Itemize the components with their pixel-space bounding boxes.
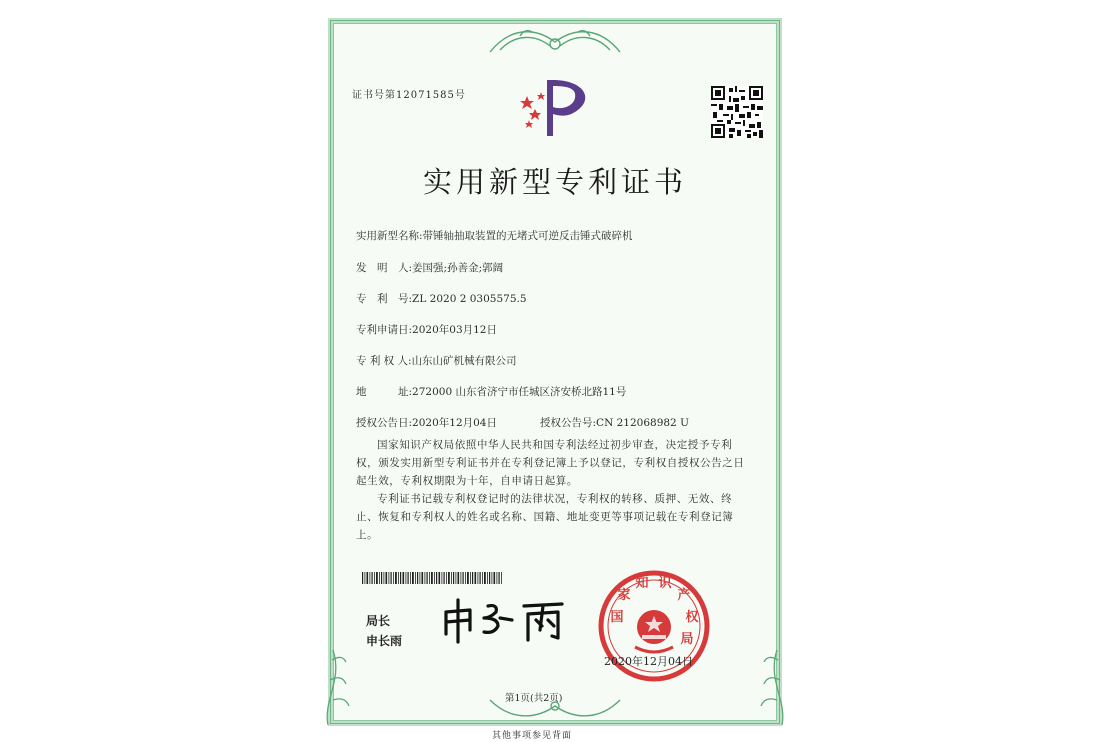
field-utility-model-name	[356, 228, 633, 243]
corner-ornament-right	[742, 640, 792, 730]
field-address	[356, 384, 626, 399]
svg-text:知: 知	[635, 576, 649, 591]
field-inventor	[356, 260, 503, 275]
qr-code	[711, 86, 763, 138]
field-grant-date	[356, 415, 497, 430]
director-name: 申长雨	[366, 634, 403, 648]
svg-text:识: 识	[658, 576, 672, 591]
svg-text:产: 产	[677, 588, 691, 603]
statement-paragraph-2: 专利证书记载专利权登记时的法律状况，专利权的转移、质押、无效、终止、恢复和专利权人的姓名或名称、国籍、地址变更等事项记载在专利登记簿上。	[356, 493, 734, 541]
field-label: 授权公告号:	[540, 417, 597, 429]
field-label: 专 利 号:	[356, 293, 413, 305]
field-value: 2020年03月12日	[412, 324, 497, 336]
svg-text:局: 局	[680, 632, 694, 647]
director-title: 局长	[366, 614, 391, 628]
field-application-date	[356, 322, 497, 337]
top-ornament	[480, 22, 630, 60]
statement-paragraph-1: 国家知识产权局依照中华人民共和国专利法经过初步审查，决定授予专利权，颁发实用新型专利证书并在专利登记簿上予以登记，专利权自授权公告之日起生效，专利权期限为十年，自申请日起算。	[356, 439, 745, 487]
field-value: 山东山矿机械有限公司	[411, 355, 517, 367]
svg-text:家: 家	[617, 588, 631, 603]
field-value: CN 212068982 U	[596, 417, 689, 429]
barcode	[362, 572, 502, 584]
footer-note: 其他事项参见背面	[492, 731, 573, 741]
field-patent-holder	[356, 353, 517, 368]
certificate-number: 证书号第12071585号	[352, 90, 466, 101]
field-label: 授权公告日:	[356, 417, 413, 429]
field-value: 2020年12月04日	[412, 417, 497, 429]
field-label: 地 址:	[356, 386, 413, 398]
field-value: 272000 山东省济宁市任城区济安桥北路11号	[412, 386, 627, 398]
director-signature	[440, 596, 570, 644]
page-indicator: 第1页(共2页)	[505, 693, 563, 704]
patent-office-logo	[515, 74, 597, 140]
svg-text:权: 权	[685, 610, 699, 625]
field-value: 姜国强;孙善金;郭阔	[412, 262, 504, 274]
field-grant-number	[540, 415, 689, 430]
corner-ornament-left	[318, 640, 368, 730]
field-value: 带锤轴抽取装置的无堵式可逆反击锤式破碎机	[422, 230, 633, 242]
certificate-title: 实用新型专利证书	[422, 165, 687, 199]
field-label: 实用新型名称:	[356, 230, 423, 242]
field-label: 专 利 权 人:	[356, 355, 412, 367]
field-value: ZL 2020 2 0305575.5	[412, 293, 527, 305]
field-patent-number	[356, 291, 527, 306]
field-label: 发 明 人:	[356, 262, 413, 274]
svg-text:国: 国	[610, 610, 624, 625]
seal-date: 2020年12月04日	[604, 655, 693, 668]
field-label: 专利申请日:	[356, 324, 413, 336]
